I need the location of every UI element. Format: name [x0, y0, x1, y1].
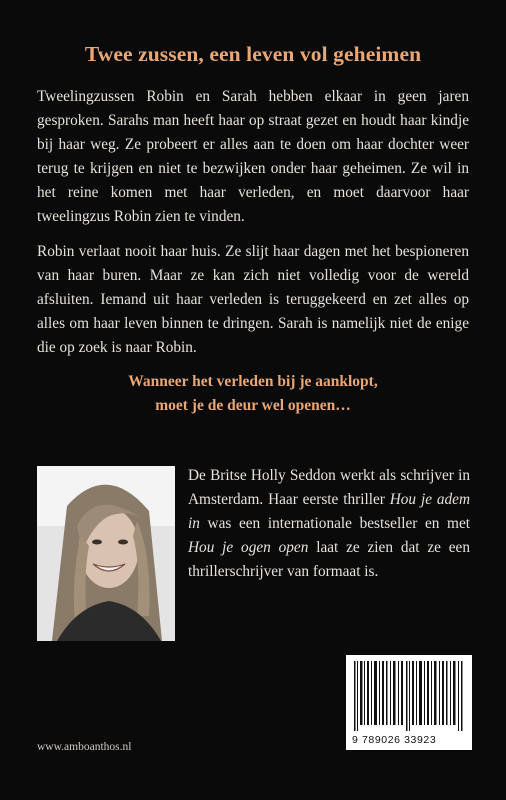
tagline-quote — [0, 370, 506, 418]
bio-text-2: was een internationale bestseller en met — [199, 515, 470, 532]
author-photo — [37, 466, 175, 641]
bio-book-title-2: Hou je ogen open — [188, 539, 309, 556]
bio-text-3: laat ze zien dat ze een thrillerschrijver van formaat is. — [188, 539, 470, 580]
back-cover-headline: Twee zussen, een leven vol geheimen — [84, 42, 422, 66]
blurb-paragraph-1: Tweelingzussen Robin en Sarah hebben elkaar in geen jaren gesproken. Sarahs man heeft haar op straat gezet en houdt haar kindje bij haar weg. Ze probeert er alles aan te doen om haar dochter weer terug te krijgen en niet te bezwijken onder haar geheimen. Ze wil in het reine komen met haar verleden, en moet daarvoor haar tweelingzus Robin zien te vinden. — [37, 88, 469, 225]
tagline-line-1: Wanneer het verleden bij je aanklopt, — [128, 373, 378, 390]
bio-book-title-1: Hou je adem in — [188, 491, 470, 532]
author-portrait-image — [37, 466, 175, 641]
bio-text-1: De Britse Holly Seddon werkt als schrijver in Amsterdam. Haar eerste thriller — [188, 467, 470, 508]
publisher-website: www.amboanthos.nl — [37, 741, 132, 753]
blurb-paragraph-2: Robin verlaat nooit haar huis. Ze slijt haar dagen met het bespioneren van haar buren. Maar ze kan zich niet volledig voor de wereld afsluiten. Iemand uit haar verleden is teruggekeerd en zet alles op alles om haar leven binnen te dringen. Sarah is namelijk niet de enige die op zoek is naar Robin. — [37, 243, 469, 356]
barcode-icon — [346, 655, 472, 733]
isbn-number: 9 789026 33923 — [352, 734, 437, 746]
author-bio — [188, 464, 470, 584]
tagline-line-2: moet je de deur wel openen… — [155, 397, 351, 414]
